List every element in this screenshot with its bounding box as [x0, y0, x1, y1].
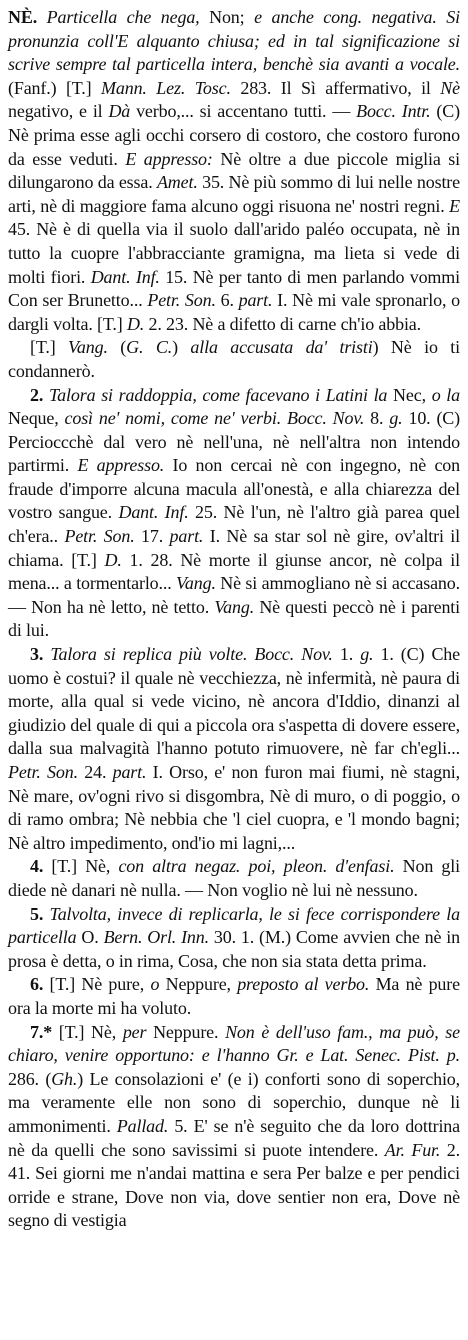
italic-text-run: per	[122, 1021, 147, 1042]
italic-text-run: Dant. Inf.	[118, 502, 189, 523]
italic-text-run: g.	[389, 408, 403, 429]
italic-text-run: Petr. Son.	[8, 762, 78, 782]
text-run: 17.	[134, 526, 170, 547]
text-run: 1.	[332, 644, 361, 665]
text-run: O.	[76, 927, 104, 948]
italic-text-run: così ne' nomi, come ne' verbi. Bocc. Nov.	[64, 408, 365, 429]
italic-text-run: Talora si raddoppia, come facevano i Latini la	[48, 384, 388, 405]
sense-number: NÈ.	[8, 7, 38, 27]
italic-text-run: Petr. Son.	[64, 526, 135, 547]
text-run: 24.	[77, 762, 113, 782]
italic-text-run: con altra negaz. poi, pleon. d'enfasi.	[118, 856, 395, 877]
text-run: (	[107, 337, 127, 358]
text-run: 8.	[364, 408, 390, 429]
text-run: [T.] Nè,	[58, 1021, 123, 1042]
text-run: Nè si ammogliano nè si accasano. — Non ha nè letto, nè tetto.	[8, 573, 460, 617]
text-run: ) Nè io ti condannerò.	[8, 337, 460, 381]
italic-text-run: Talvolta, invece di replicarla, le si fece corrispondere la particella	[8, 903, 460, 948]
text-run: I. Nè sa star sol nè gire, ov'altri il chiama. [T.]	[8, 526, 460, 570]
sense-paragraph-2	[8, 384, 460, 644]
sense-number: 7.*	[30, 1021, 59, 1042]
text-run: 2. 41. Sei giorni me n'andai mattina e sera Per balze e per pendici orride e strane, Dove non via, dove sentier non era, Dove nè segno di vestigia	[8, 1139, 460, 1231]
italic-text-run: Vang.	[214, 596, 255, 617]
text-run: 1. 28. Nè morte il giunse ancor, nè colpa il mena... a tormentarlo...	[8, 549, 460, 594]
text-run: I. Nè mi vale spronarlo, o dargli volta. [T.]	[8, 290, 460, 334]
italic-text-run: e anche cong. negativa. Si pronunzia coll'E alquanto chiusa; ed in tal significazione si scrive sempre tal particella intera, benchè sia avanti a vocale.	[8, 7, 460, 75]
italic-text-run: G. C.	[126, 337, 173, 358]
italic-text-run: Non è dell'uso fam., ma può, se chiaro, venire opportuno: e l'hanno Gr. e Lat. Senec. Pist. p.	[8, 1021, 460, 1066]
italic-text-run: Vang.	[68, 337, 108, 358]
sense-number: 4.	[30, 856, 52, 877]
italic-text-run: Nè	[440, 77, 460, 98]
text-run: [T.]	[30, 337, 69, 358]
text-run: Io non cercai nè con ingegno, nè con fraude d'imporre alcuna macula all'onestà, e alla chiarezza del vostro sangue.	[8, 455, 460, 523]
sense-number: 2.	[30, 384, 49, 405]
text-run: 30. 1. (M.) Come avvien che nè in prosa è detta, o in rima, Cosa, che non sia stata detta prima.	[8, 927, 460, 971]
italic-text-run: E appresso:	[125, 148, 213, 169]
italic-text-run: Amet.	[156, 172, 198, 193]
sense-paragraph-3	[8, 643, 460, 855]
italic-text-run: Talora si replica più volte. Bocc. Nov.	[50, 644, 333, 665]
italic-text-run: part.	[169, 526, 204, 547]
italic-text-run: g.	[360, 644, 374, 665]
italic-text-run: E appresso.	[77, 455, 165, 476]
text-run: Neppure.	[146, 1021, 226, 1042]
sense-paragraph-4	[8, 855, 460, 902]
text-run: (C) Nè prima esse agli occhi corsero di costoro, che costoro furono da esse veduti.	[8, 101, 460, 169]
sense-number: 3.	[30, 644, 51, 665]
dictionary-page	[8, 6, 460, 1334]
text-run: 45. Nè è di quella via il suolo dall'arido paléo occupata, nè in tutto la cuopre l'abbracciante gramigna, ma lieta si vede di molti fiori.	[8, 219, 460, 287]
italic-text-run: o la	[431, 384, 460, 405]
italic-text-run: part.	[238, 290, 273, 311]
text-run: [T.] Nè pure,	[49, 974, 151, 995]
text-run: 286. (	[8, 1068, 52, 1089]
text-run: 6.	[215, 290, 239, 311]
text-run: 2. 23. Nè a difetto di carne ch'io abbia.	[144, 313, 421, 334]
text-run: I. Orso, e' non furon mai fiumi, nè stagni, Nè mare, ov'ogni rivo si disgombra, Nè di muro, o di poggio, o di ramo ombra; Nè nebbia che 'l ciel cuopra, e 'l mondo bagni; Nè altro impedimento, ond'io mi lagni,...	[8, 762, 460, 853]
italic-text-run: Dant. Inf.	[90, 266, 160, 287]
text-run: ) Le consolazioni e' (e i) conforti sono di soperchio, ma veramente elle non sono di soperchio, dunque nè li ammonimenti.	[8, 1068, 460, 1136]
italic-text-run: Mann. Lez. Tosc.	[101, 77, 231, 98]
text-run: 1. (C) Che uomo è costui? il quale nè vecchiezza, nè infermità, nè paura di morte, alla qual si vede vicino, nè ancora d'Iddio, dinanzi al giudizio del quale di qui a piccola ora s'aspetta di dovere essere, dalla sua malvagità l'hanno potuto rimuovere, nè far ch'egli...	[8, 644, 460, 759]
text-run: 10. (C) Percioccchè dal vero nè nell'una, nè nell'altra non intendo partirmi.	[8, 408, 460, 476]
italic-text-run: Dà	[108, 101, 131, 122]
text-run: Ma nè pure ora la morte mi ha voluto.	[8, 974, 460, 1018]
sense-number: 6.	[30, 974, 50, 995]
sense-paragraph-7	[8, 1021, 460, 1233]
italic-text-run: Petr. Son.	[147, 290, 216, 311]
text-run: Non gli diede nè danari nè nulla. — Non voglio nè lui nè nessuno.	[8, 856, 460, 900]
italic-text-run: Ar. Fur.	[384, 1139, 441, 1160]
text-run: negativo, e il	[8, 101, 109, 122]
italic-text-run: D.	[104, 549, 122, 570]
sense-paragraph-5	[8, 903, 460, 974]
text-run: Nec,	[387, 384, 432, 405]
italic-text-run: o	[150, 974, 160, 995]
italic-text-run: Pallad.	[116, 1115, 169, 1136]
text-run: Neppure,	[159, 974, 238, 995]
sense-paragraph-6	[8, 973, 460, 1020]
sense-number: 5.	[30, 903, 50, 924]
text-run: (Fanf.) [T.]	[8, 77, 102, 98]
text-run: Neque,	[8, 408, 65, 429]
text-run: )	[172, 337, 191, 358]
text-run: 35. Nè più sommo di lui nelle nostre arti, nè di maggiore fama alcuno oggi risuona ne' nostri regni.	[8, 172, 460, 216]
text-run: [T.] Nè,	[51, 856, 119, 877]
text-run: 15. Nè per tanto di men parlando vommi Con ser Brunetto...	[8, 266, 460, 311]
italic-text-run: Particella che nega,	[37, 7, 200, 27]
italic-text-run: Bocc. Intr.	[356, 101, 431, 122]
text-run: 25. Nè l'un, nè l'altro già parea quel ch'era..	[8, 502, 461, 547]
italic-text-run: D.	[126, 313, 145, 334]
entry-definition-paragraph	[8, 6, 460, 336]
text-run: Nè questi peccò nè i parenti di lui.	[8, 596, 460, 641]
italic-text-run: E	[449, 195, 460, 216]
text-run: 5. E' se n'è seguito che da loro dottrina nè da quelli che sono savissimi si puote intendere.	[8, 1115, 460, 1160]
text-run: Non;	[199, 7, 255, 27]
italic-text-run: Gh.	[51, 1068, 78, 1089]
text-run: verbo,... si accentano tutti. —	[130, 101, 357, 122]
italic-text-run: preposto al verbo.	[237, 974, 370, 995]
sense-paragraph-1	[8, 336, 460, 383]
text-run: 283. Il Sì affermativo, il	[230, 77, 441, 98]
italic-text-run: alla accusata da' tristi	[190, 337, 373, 358]
italic-text-run: Vang.	[176, 573, 216, 594]
text-run: Nè oltre a due piccole miglia si dilungarono da essa.	[8, 148, 460, 193]
italic-text-run: Bern. Orl. Inn.	[103, 927, 209, 948]
italic-text-run: part.	[112, 762, 147, 782]
